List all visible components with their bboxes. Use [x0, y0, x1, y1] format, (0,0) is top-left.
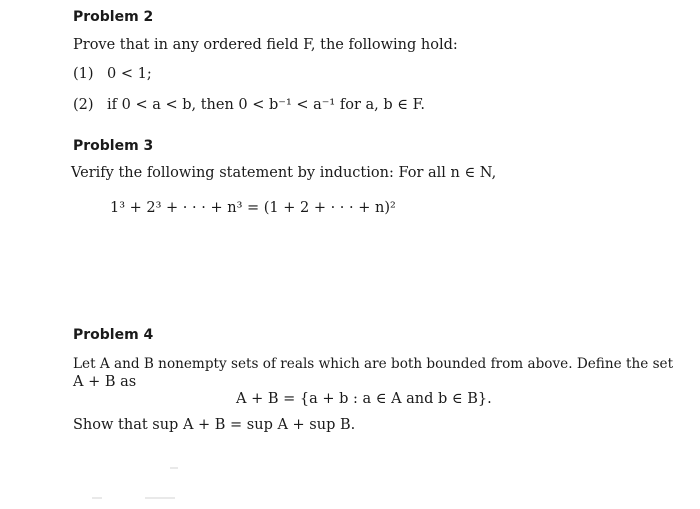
problem-4-line-2: A + B as [73, 374, 137, 390]
problem-4-definition: A + B = {a + b : a ∈ A and b ∈ B}. [236, 391, 492, 407]
problem-3-formula: 1³ + 2³ + · · · + n³ = (1 + 2 + · · · + n)² [110, 200, 396, 216]
problem-3-statement: Verify the following statement by induction: For all n ∈ N, [71, 165, 497, 181]
item-1-label: (1) [73, 66, 94, 82]
item-2-label: (2) [73, 97, 94, 113]
problem-2-item-2 [73, 96, 425, 114]
problem-4-conclusion: Show that sup A + B = sup A + sup B. [73, 417, 356, 433]
scan-smudge [170, 467, 178, 469]
problem-4-title: Problem 4 [73, 327, 154, 343]
scan-smudge [145, 497, 175, 499]
problem-2-statement: Prove that in any ordered field F, the following hold: [73, 37, 458, 53]
problem-2-item-1 [73, 65, 152, 83]
item-2-math: if 0 < a < b, then 0 < b⁻¹ < a⁻¹ for a, b ∈ F. [107, 97, 425, 113]
problem-2-title: Problem 2 [73, 9, 154, 25]
problem-3-title: Problem 3 [73, 138, 154, 154]
scan-smudge [92, 497, 102, 499]
problem-4-line-1: Let A and B nonempty sets of reals which are both bounded from above. Define the set [73, 356, 674, 372]
item-1-math: 0 < 1; [107, 66, 152, 82]
